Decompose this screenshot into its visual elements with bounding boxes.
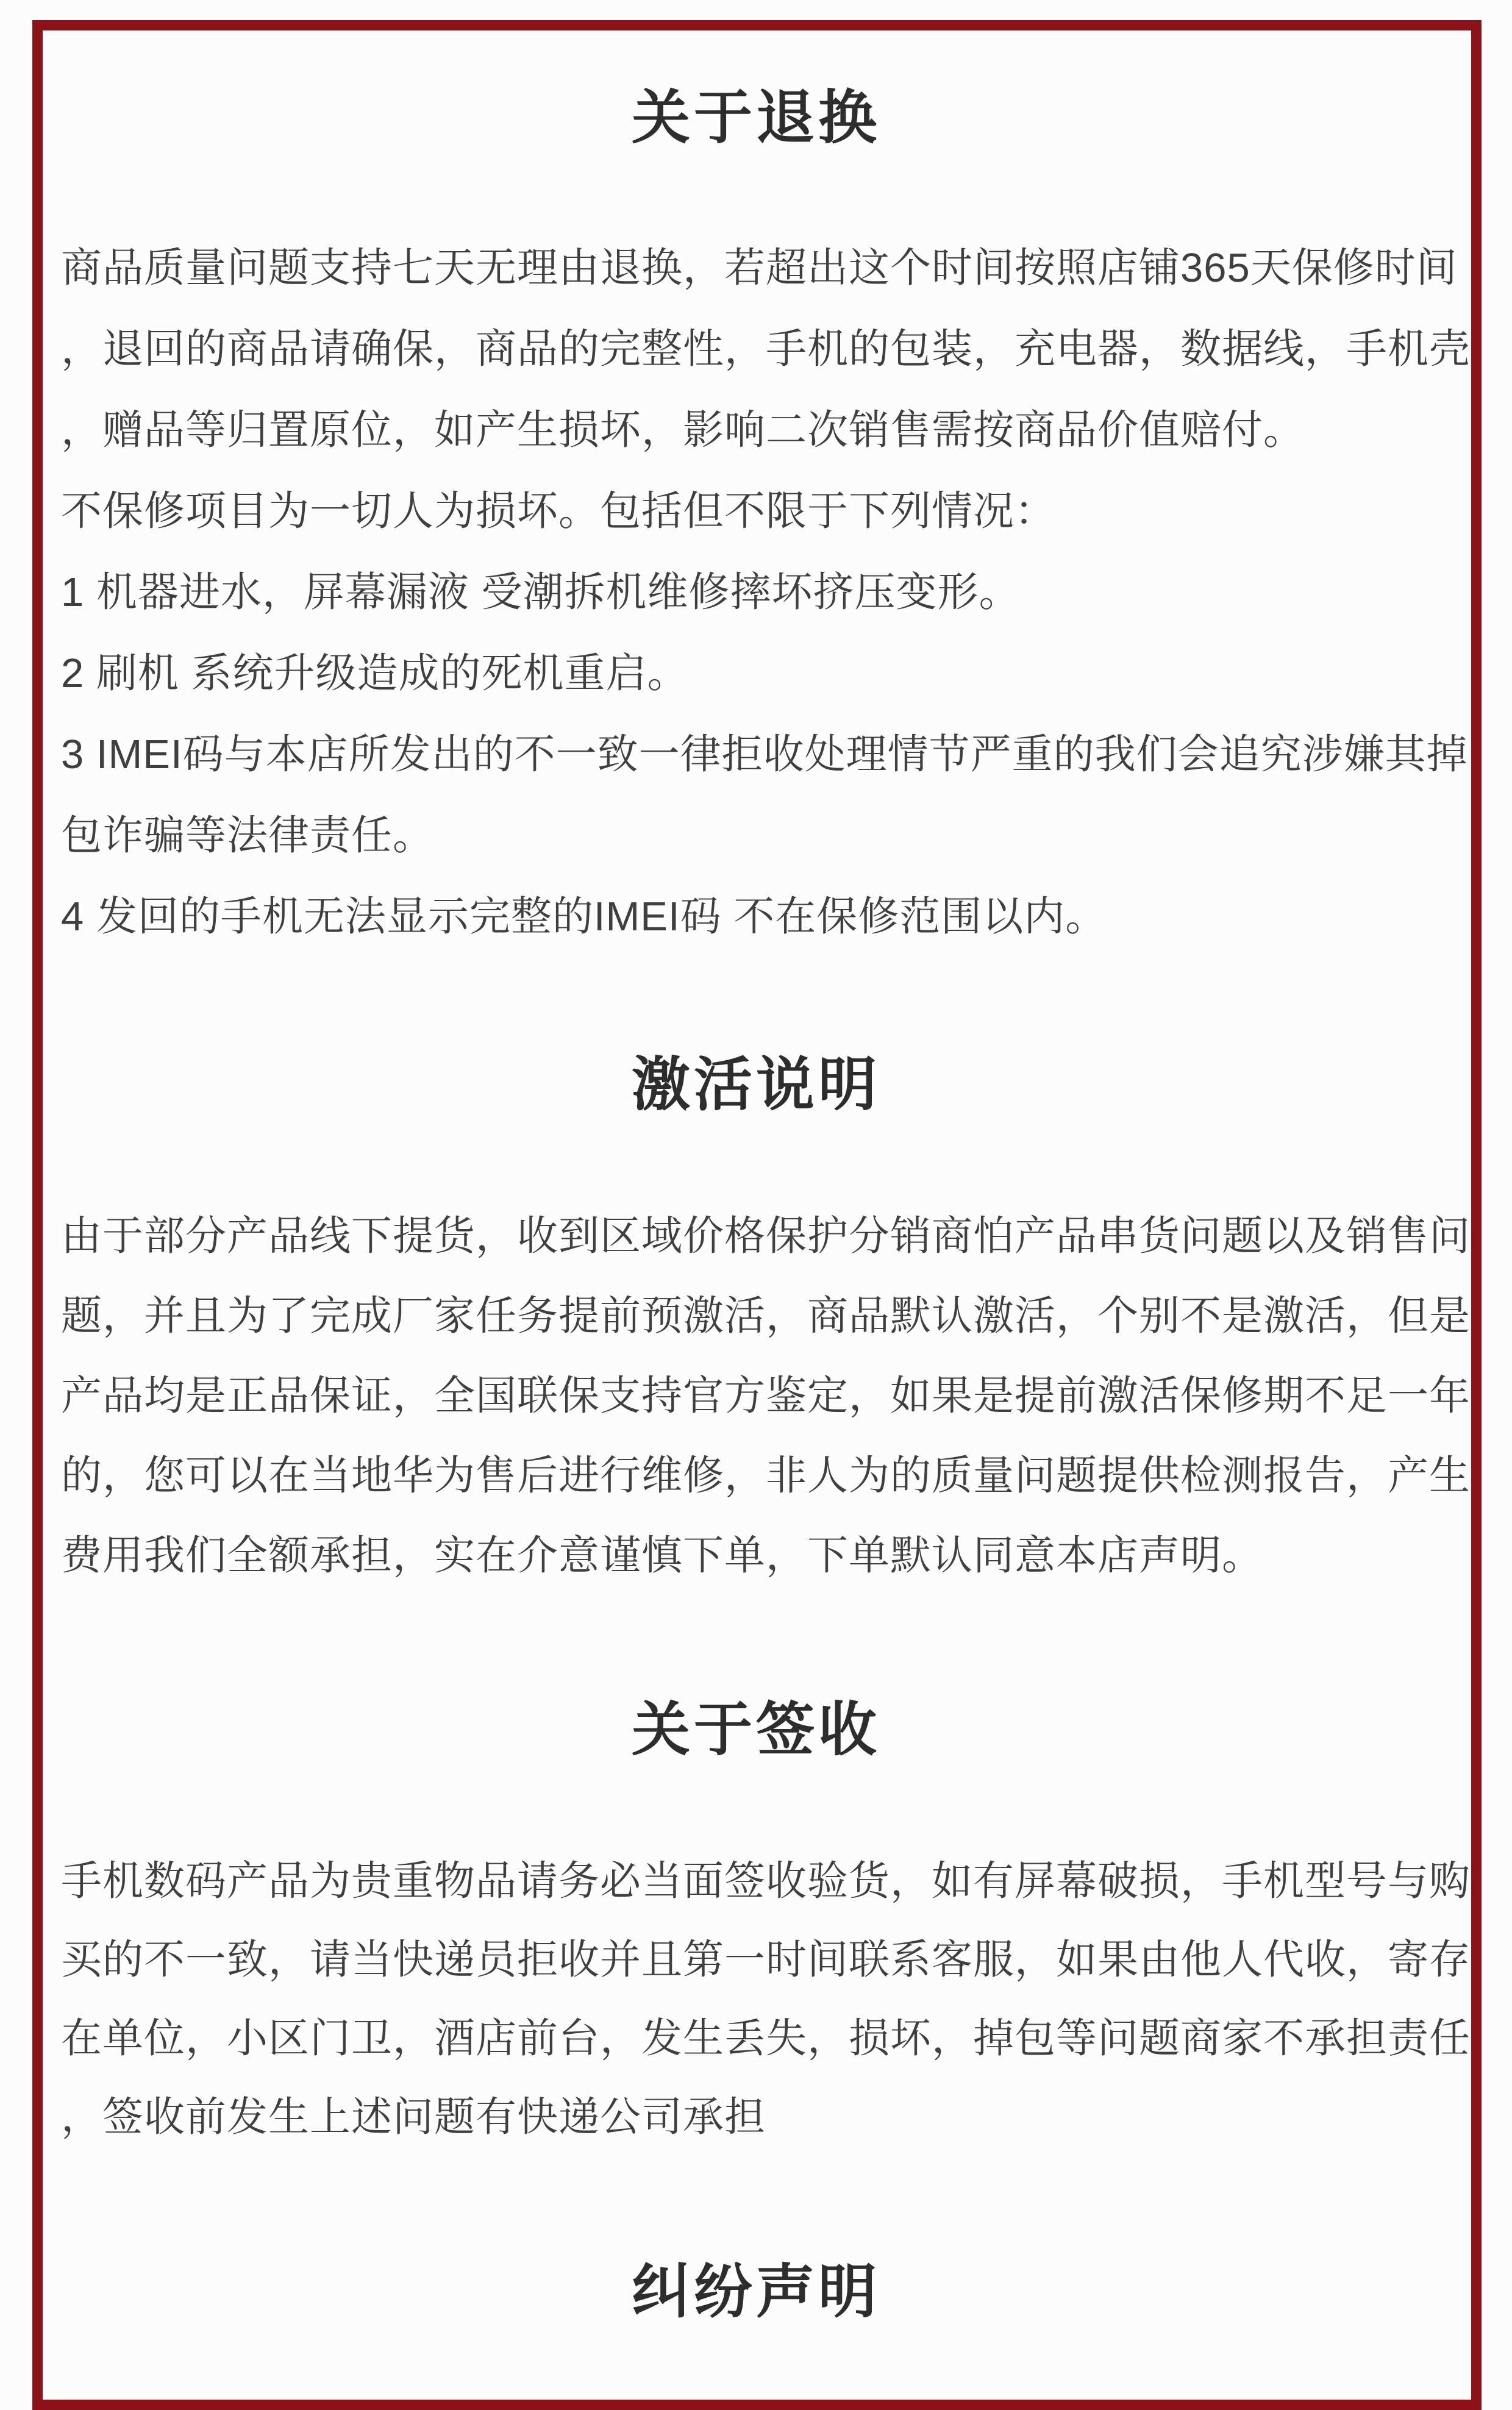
paragraph-line: 由于部分产品线下提货，收到区域价格保护分销商怕产品串货问题以及销售问 [61, 1213, 1471, 1259]
paragraph-line: 费用我们全额承担，实在介意谨慎下单，下单默认同意本店声明。 [61, 1533, 1263, 1578]
paragraph-line: 包诈骗等法律责任。 [61, 813, 434, 858]
section-heading-returns: 关于退换 [632, 85, 880, 151]
section-heading-activation: 激活说明 [632, 1052, 880, 1118]
paragraph-line: 题，并且为了完成厂家任务提前预激活，商品默认激活，个别不是激活，但是 [61, 1293, 1471, 1339]
paragraph-line: 2 刷机 系统升级造成的死机重启。 [61, 651, 689, 696]
paragraph-line: 3 IMEI码与本店所发出的不一致一律拒收处理情节严重的我们会追究涉嫌其掉 [61, 732, 1468, 777]
returns-policy-paragraph [61, 227, 1482, 957]
paragraph-line: 1 机器进水，屏幕漏液 受潮拆机维修摔坏挤压变形。 [61, 569, 1021, 615]
delivery-acceptance-paragraph [61, 1842, 1482, 2156]
paragraph-line: 买的不一致，请当快递员拒收并且第一时间联系客服，如果由他人代收，寄存 [61, 1937, 1471, 1983]
paragraph-line: 4 发回的手机无法显示完整的IMEI码 不在保修范围以内。 [61, 894, 1107, 939]
section-heading-delivery-acceptance: 关于签收 [632, 1697, 880, 1763]
paragraph-line: 的，您可以在当地华为售后进行维修，非人为的质量问题提供检测报告，产生 [61, 1453, 1471, 1499]
paragraph-line: 不保修项目为一切人为损坏。包括但不限于下列情况： [61, 488, 1056, 534]
section-heading-dispute-statement: 纠纷声明 [632, 2259, 880, 2325]
activation-notes-paragraph [61, 1196, 1482, 1595]
paragraph-line: ，签收前发生上述问题有快递公司承担 [61, 2094, 766, 2140]
paragraph-line: 商品质量问题支持七天无理由退换，若超出这个时间按照店铺365天保修时间 [61, 245, 1458, 291]
paragraph-line: 产品均是正品保证，全国联保支持官方鉴定，如果是提前激活保修期不足一年 [61, 1373, 1471, 1419]
paragraph-line: ，退回的商品请确保，商品的完整性，手机的包装，充电器，数据线，手机壳 [61, 326, 1471, 372]
paragraph-line: ，赠品等归置原位，如产生损坏，影响二次销售需按商品价值赔付。 [61, 407, 1305, 453]
paragraph-line: 在单位，小区门卫，酒店前台，发生丢失，损坏，掉包等问题商家不承担责任 [61, 2016, 1471, 2061]
paragraph-line: 手机数码产品为贵重物品请务必当面签收验货，如有屏幕破损，手机型号与购 [61, 1858, 1471, 1904]
